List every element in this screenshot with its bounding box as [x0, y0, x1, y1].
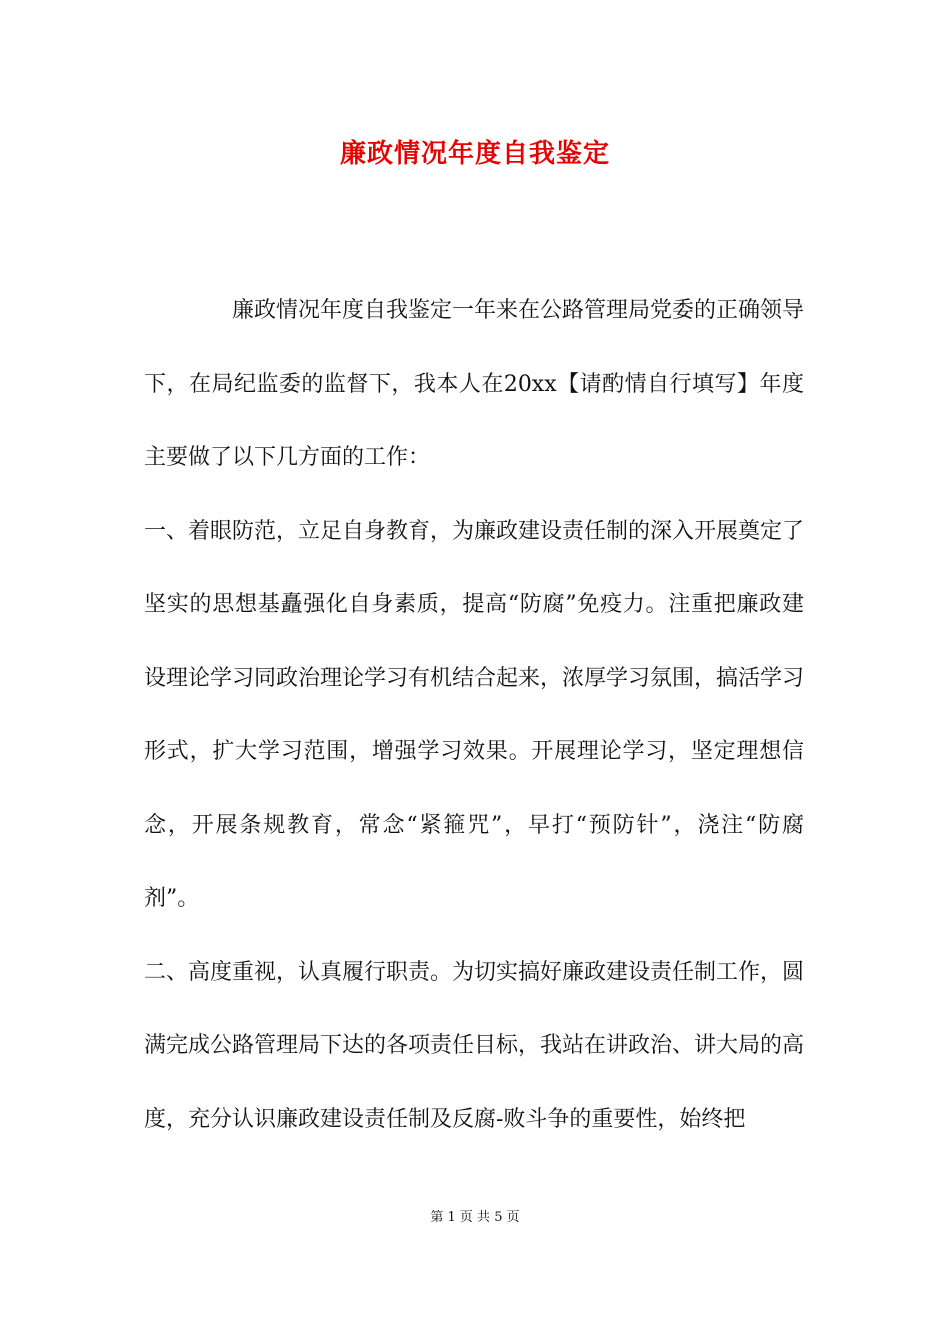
document-title: 廉政情况年度自我鉴定	[339, 139, 610, 169]
paragraph-section-two: 二、高度重视，认真履行职责。为切实搞好廉政建设责任制工作，圆满完成公路管理局下达的各项责任目标，我站在讲政治、讲大局的高度，充分认识廉政建设责任制及反腐-败斗争的重要性，始终把	[144, 959, 805, 1132]
document-body	[144, 274, 804, 1156]
paragraph-intro: 廉政情况年度自我鉴定一年来在公路管理局党委的正确领导下，在局纪监委的监督下，我本人在20xx【请酌情自行填写】年度主要做了以下几方面的工作：	[144, 298, 805, 470]
paragraph-section-one: 一、着眼防范，立足自身教育，为廉政建设责任制的深入开展奠定了坚实的思想基矗强化自身素质，提高“防腐”免疫力。注重把廉政建设理论学习同政治理论学习有机结合起来，浓厚学习氛围，搞活学习形式，扩大学习范围，增强学习效果。开展理论学习，坚定理想信念，开展条规教育，常念“紧箍咒”，早打“预防针”，浇注“防腐剂”。	[144, 518, 805, 911]
page-footer	[0, 1206, 950, 1230]
page-number-label: 第 1 页 共 5 页	[430, 1210, 520, 1225]
